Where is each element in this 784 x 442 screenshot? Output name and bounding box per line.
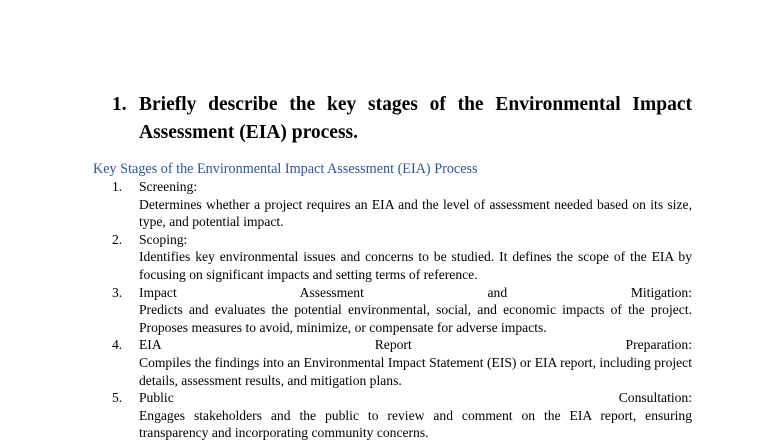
stage-number: 1. [112,179,123,194]
stage-item-screening [112,178,692,231]
stage-title: EIA Report Preparation: [139,337,692,353]
stage-description: Engages stakeholders and the public to review and comment on the EIA report, ensuring transparency and incorporating community concerns. [139,407,692,441]
answer-heading: Key Stages of the Environmental Impact Assessment (EIA) Process [93,161,478,177]
stage-number: 5. [112,390,123,406]
stage-item-scoping [112,231,692,284]
stage-description: Identifies key environmental issues and concerns to be studied. It defines the scope of the EIA by focusing on significant impacts and setting terms of reference. [139,249,692,282]
stage-number: 4. [112,337,123,353]
stage-number: 2. [112,231,123,247]
question-block [112,91,692,147]
question-text: Briefly describe the key stages of the Environmental Impact Assessment (EIA) process. [139,94,692,143]
stage-item-eia-report [112,336,692,389]
stage-list [112,178,692,442]
question-number: 1. [112,94,127,115]
stage-title: Screening: [139,179,198,194]
stage-title: Scoping: [139,231,188,247]
stage-title: Impact Assessment and Mitigation: [139,284,692,300]
stage-description: Determines whether a project requires an EIA and the level of assessment needed based on its size, type, and potential impact. [139,196,692,230]
stage-item-impact-assessment [112,284,692,337]
stage-description: Predicts and evaluates the potential environmental, social, and economic impacts of the project. Proposes measures to avoid, minimize, or compensate for adverse impacts. [139,302,692,335]
stage-title: Public Consultation: [139,390,692,406]
stage-number: 3. [112,284,123,300]
stage-item-public-consultation [112,389,692,442]
stage-description: Compiles the findings into an Environmental Impact Statement (EIS) or EIA report, including project details, assessment results, and mitigation plans. [139,354,692,388]
